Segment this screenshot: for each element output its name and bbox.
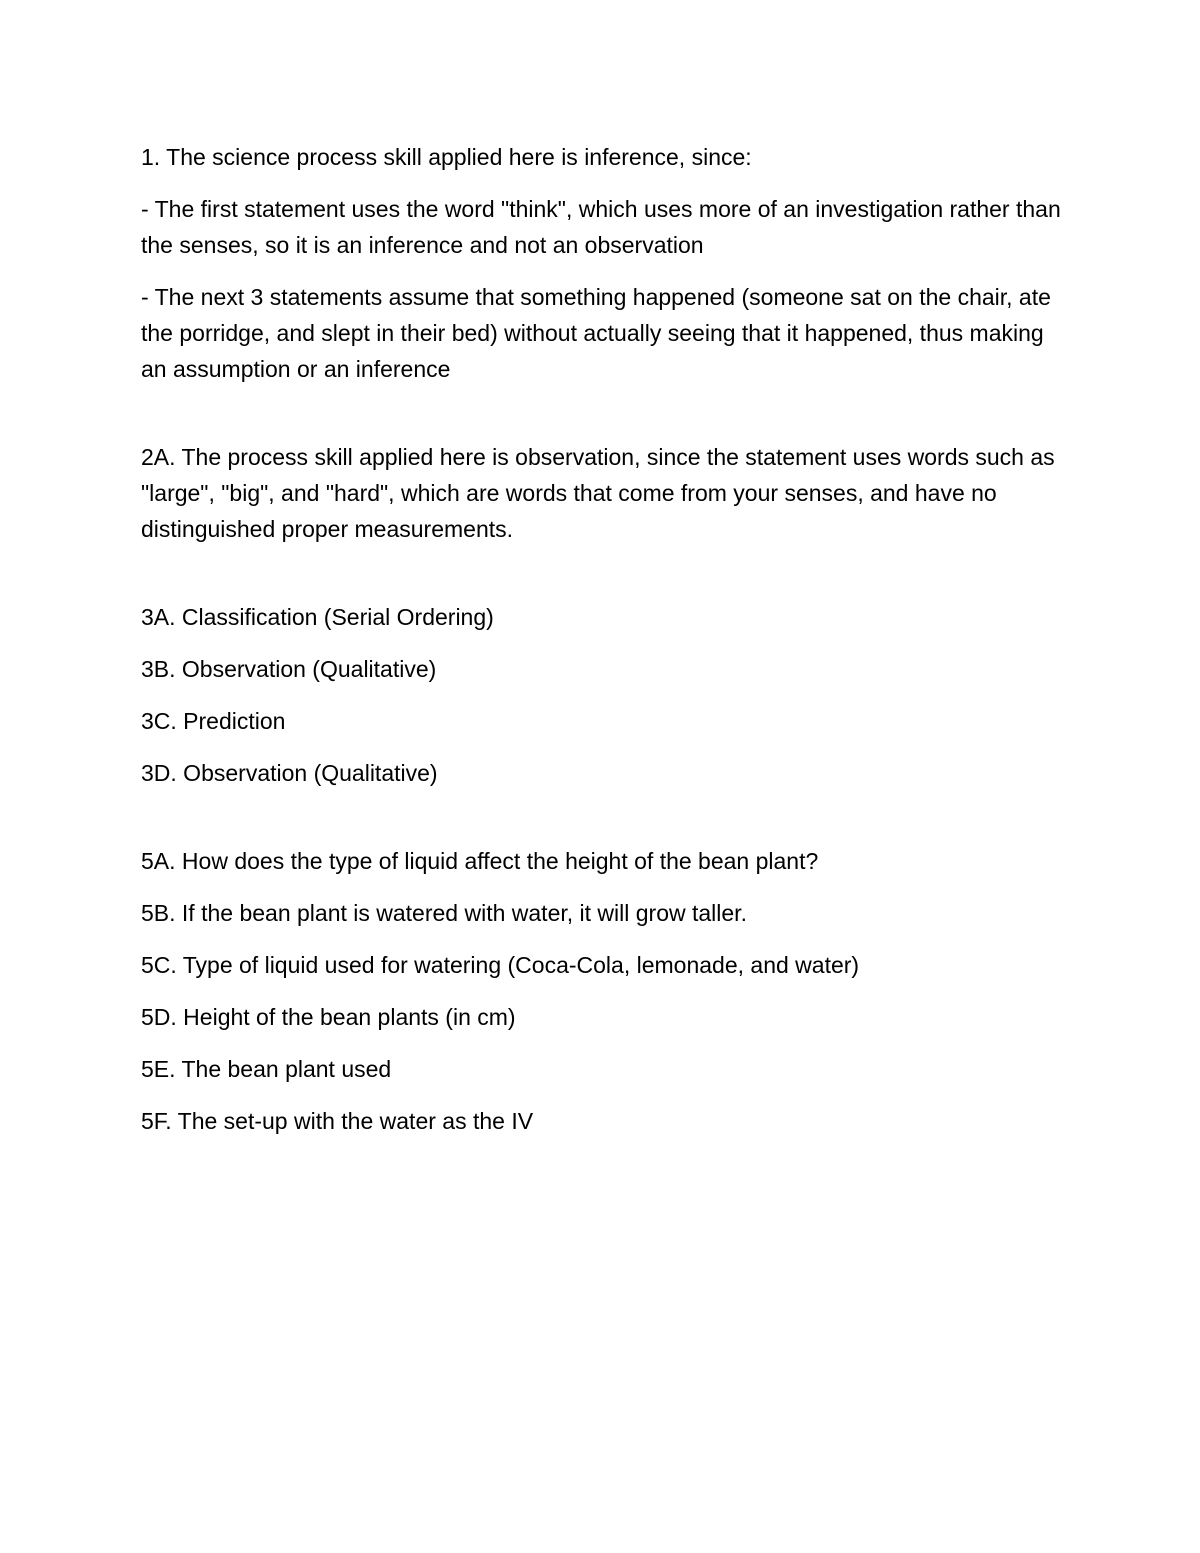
answer-5c: 5C. Type of liquid used for watering (Coca-Cola, lemonade, and water) xyxy=(141,952,860,978)
answer-3b: 3B. Observation (Qualitative) xyxy=(141,656,437,682)
answer-5f: 5F. The set-up with the water as the IV xyxy=(141,1108,534,1134)
answer-5b: 5B. If the bean plant is watered with water, it will grow taller. xyxy=(141,900,747,926)
answer-5e: 5E. The bean plant used xyxy=(141,1056,392,1082)
answer-5d: 5D. Height of the bean plants (in cm) xyxy=(141,1004,516,1030)
answer-1-bullet-1: - The first statement uses the word "think", which uses more of an investigation rather than the senses, so it is an inference and not an observation xyxy=(141,196,1061,258)
document-body xyxy=(141,139,1061,1155)
answer-5a: 5A. How does the type of liquid affect the height of the bean plant? xyxy=(141,848,819,874)
answer-1-intro: 1. The science process skill applied here is inference, since: xyxy=(141,144,752,170)
answer-3c: 3C. Prediction xyxy=(141,708,286,734)
answer-1-bullet-2: - The next 3 statements assume that something happened (someone sat on the chair, ate the porridge, and slept in their bed) without actually seeing that it happened, thus making an assumption or an inference xyxy=(141,284,1051,382)
answer-2a: 2A. The process skill applied here is observation, since the statement uses words such as "large", "big", and "hard", which are words that come from your senses, and have no distinguished proper measurements. xyxy=(141,444,1055,542)
answer-3a: 3A. Classification (Serial Ordering) xyxy=(141,604,494,630)
answer-3d: 3D. Observation (Qualitative) xyxy=(141,760,438,786)
